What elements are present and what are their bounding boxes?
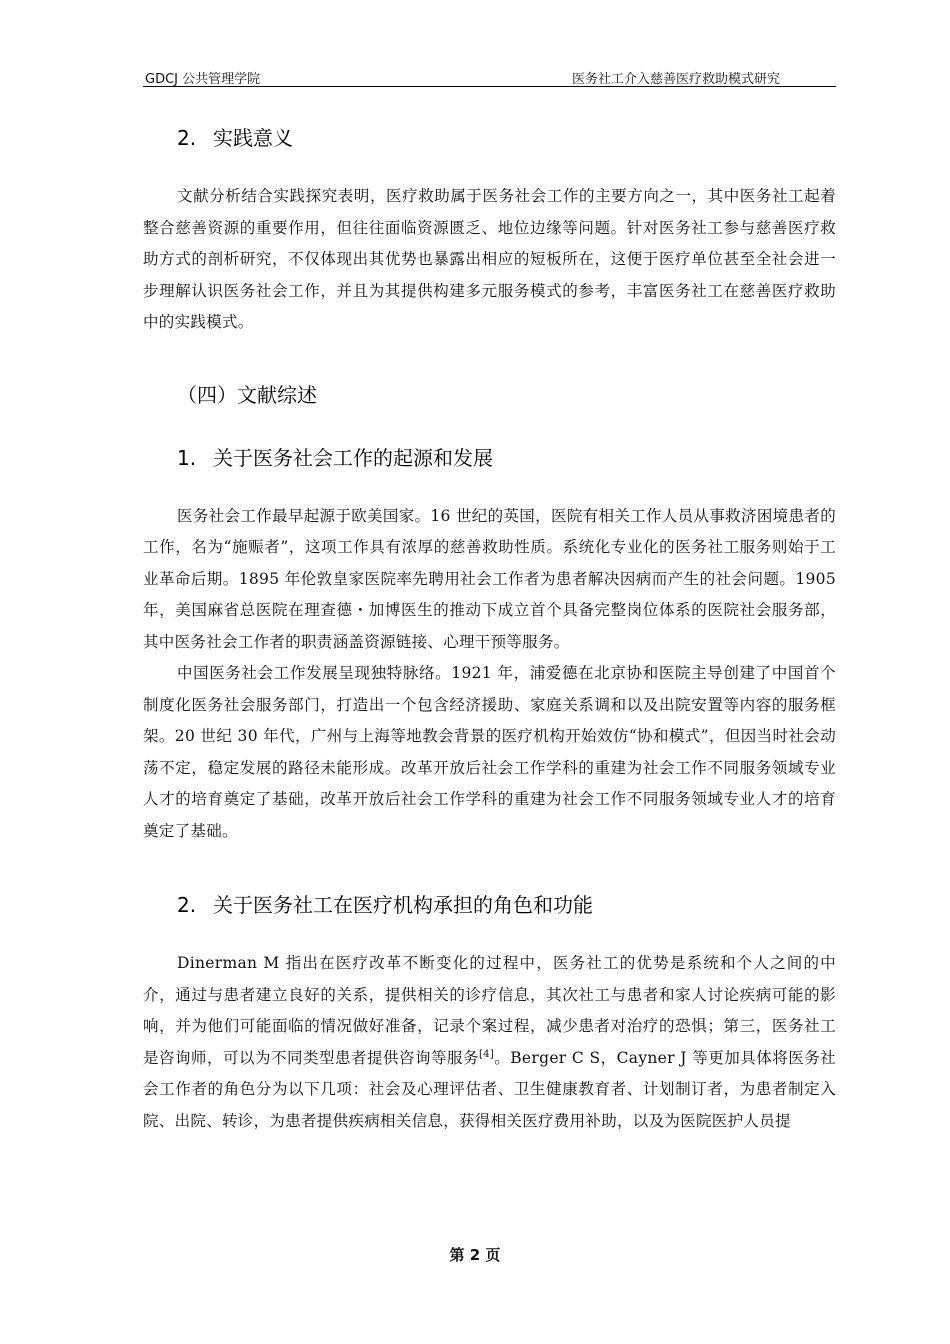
page-header: [143, 66, 836, 86]
section-heading-roles: [143, 889, 836, 918]
section-title: 实践意义: [213, 126, 293, 150]
header-divider: [143, 86, 836, 87]
paragraph-roles-text-b: 。Berger C S，Cayner J 等更加具体将医务社会工作者的角色分为以下几项：社会及心理评估者、卫生健康教育者、计划制订者，为患者制定入院、出院、转诊，为患者提供疾病相关信息，获得相关医疗费用补助，以及为医院医护人员提: [143, 1048, 836, 1130]
paragraph-practice: 文献分析结合实践探究表明，医疗救助属于医务社会工作的主要方向之一，其中医务社工起着整合慈善资源的重要作用，但往往面临资源匮乏、地位边缘等问题。针对医务社工参与慈善医疗救助方式的剖析研究，不仅体现出其优势也暴露出相应的短板所在，这便于医疗单位甚至全社会进一步理解认识医务社会工作，并且为其提供构建多元服务模式的参考，丰富医务社工在慈善医疗救助中的实践模式。: [143, 187, 836, 331]
section-heading-origin: [143, 442, 836, 471]
section-number: 2.: [177, 893, 197, 917]
header-institution: GDCJ 公共管理学院: [145, 72, 261, 87]
section-title: 关于医务社会工作的起源和发展: [213, 445, 493, 470]
paragraph-roles: [143, 948, 836, 1137]
section-title: 关于医务社工在医疗机构承担的角色和功能: [213, 893, 593, 917]
paragraph-origin-west: 医务社会工作最早起源于欧美国家。16 世纪的英国，医院有相关工作人员从事救济困境患者的工作，名为“施赈者”，这项工作具有浓厚的慈善救助性质。系统化专业化的医务社工服务则始于工业革命后期。1895 年伦敦皇家医院率先聘用社会工作者为患者解决因病而产生的社会问题。1905 年，美国麻省总医院在理查德・加博医生的推动下成立首个具备完整岗位体系的医院社会服务部，其中医务社会工作者的职责涵盖资源链接、心理干预等服务。: [143, 506, 836, 651]
section-heading-practice: [143, 122, 836, 151]
section-heading-literature-review: （四）文献综述: [177, 382, 317, 407]
section-number: 2.: [177, 126, 197, 150]
citation-ref: [4]: [478, 1048, 495, 1060]
header-paper-title: 医务社工介入慈善医疗救助模式研究: [571, 72, 780, 87]
page-number: 第 2 页: [449, 1246, 501, 1264]
page-body: [143, 118, 836, 1137]
paragraph-roles-text-a: Dinerman M 指出在医疗改革不断变化的过程中，医务社工的优势是系统和个人之间的中介，通过与患者建立良好的关系，提供相关的诊疗信息，其次社工与患者和家人讨论疾病可能的影响，并为他们可能面临的情况做好准备，记录个案过程，减少患者对治疗的恐惧；第三，医务社工是咨询师，可以为不同类型患者提供咨询等服务: [143, 954, 836, 1067]
section-number: 1.: [177, 445, 197, 470]
paragraph-origin-china: 中国医务社会工作发展呈现独特脉络。1921 年，浦爱德在北京协和医院主导创建了中国首个制度化医务社会服务部门，打造出一个包含经济援助、家庭关系调和以及出院安置等内容的服务框架。20 世纪 30 年代，广州与上海等地教会背景的医疗机构开始效仿“协和模式”，但因当时社会动荡不定，稳定发展的路径未能形成。改革开放后社会工作学科的重建为社会工作不同服务领域专业人才的培育奠定了基础，改革开放后社会工作学科的重建为社会工作不同服务领域专业人才的培育奠定了基础。: [143, 664, 836, 840]
